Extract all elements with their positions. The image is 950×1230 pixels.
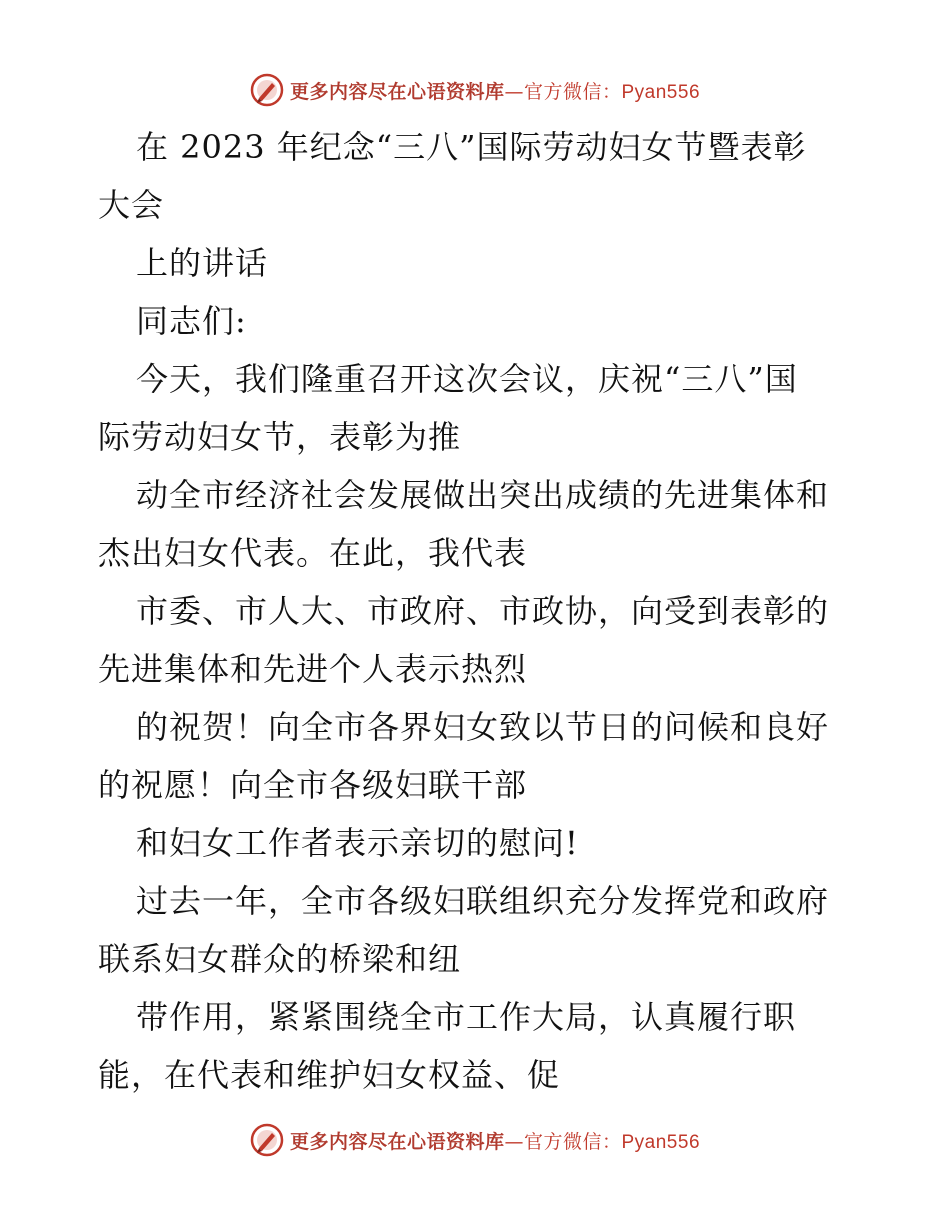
text-line: 市委、市人大、市政府、市政协，向受到表彰的 [136, 592, 830, 630]
text-line: 带作用，紧紧围绕全市工作大局，认真履行职 [136, 998, 797, 1036]
pen-logo-icon [250, 73, 284, 107]
footer-watermark [0, 1120, 950, 1160]
watermark-wechat-id: Pyan556 [621, 81, 701, 103]
watermark-wechat-id: Pyan556 [621, 1131, 701, 1153]
text-line: 的祝愿！向全市各级妇联干部 [98, 766, 528, 804]
watermark-main-text: 更多内容尽在心语资料库 [289, 80, 505, 103]
header-watermark [0, 70, 950, 110]
text-line: 在 2023 年纪念“三八”国际劳动妇女节暨表彰 [136, 128, 807, 166]
text-line: 的祝贺！向全市各界妇女致以节日的问候和良好 [136, 708, 830, 746]
text-line: 能，在代表和维护妇女权益、促 [98, 1056, 561, 1094]
text-line: 动全市经济社会发展做出突出成绩的先进集体和 [136, 476, 830, 514]
pen-logo-icon [250, 1123, 284, 1157]
text-line: 大会 [98, 186, 165, 224]
watermark-official-label: 官方微信： [523, 80, 622, 103]
text-line: 联系妇女群众的桥梁和纽 [98, 940, 462, 978]
text-line: 际劳动妇女节，表彰为推 [98, 418, 462, 456]
text-line: 杰出妇女代表。在此，我代表 [98, 534, 528, 572]
text-line: 和妇女工作者表示亲切的慰问! [136, 824, 579, 862]
document-body [98, 118, 852, 1104]
watermark-dash: — [504, 1130, 524, 1153]
watermark-official-label: 官方微信： [523, 1130, 622, 1153]
salutation: 同志们: [136, 302, 247, 340]
watermark-dash: — [504, 80, 524, 103]
text-line: 上的讲话 [136, 244, 269, 282]
text-line: 过去一年，全市各级妇联组织充分发挥党和政府 [136, 882, 830, 920]
watermark-main-text: 更多内容尽在心语资料库 [289, 1130, 505, 1153]
text-line: 今天，我们隆重召开这次会议，庆祝“三八”国 [136, 360, 798, 398]
text-line: 先进集体和先进个人表示热烈 [98, 650, 528, 688]
